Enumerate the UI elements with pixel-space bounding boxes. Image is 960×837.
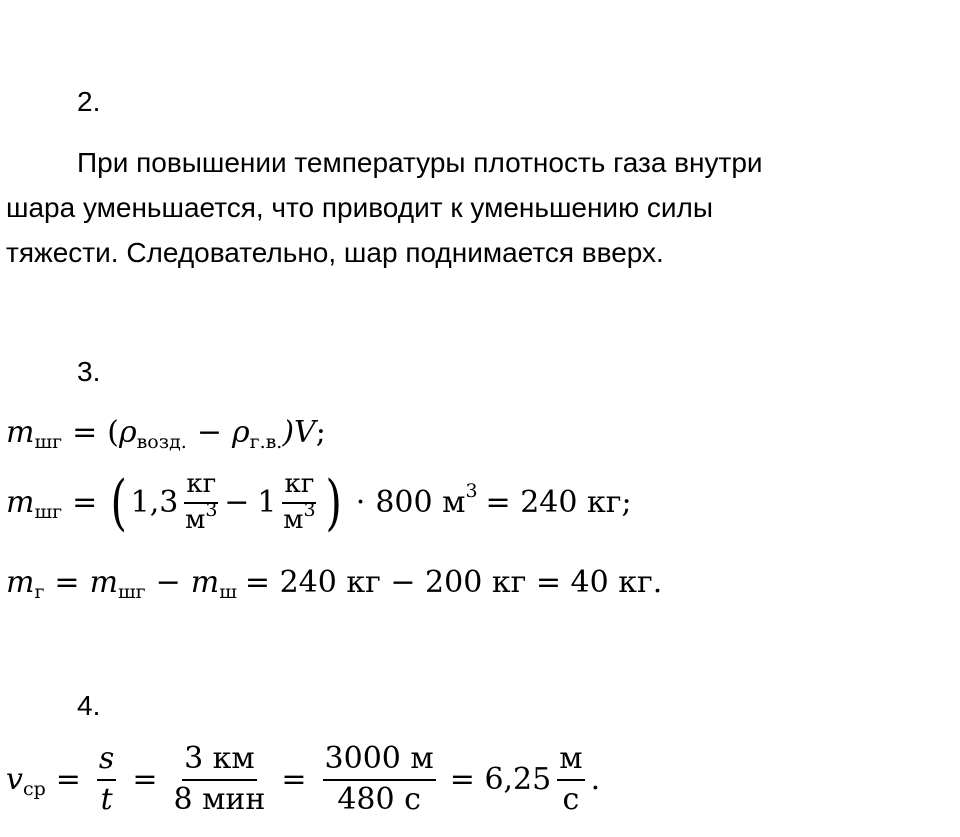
fraction-unit-m-per-s: $\frac{м}{с}$ [559, 741, 583, 817]
section-number-3: 3. [77, 356, 101, 387]
equation-average-speed: v ср = $\frac{s}{t}$ = $\frac{3 км}{\text{8 мин}}$ = $\frac{3000 м}{480 с}$ = 6,25 $\frac{м}{с}$ . [6, 741, 601, 817]
fraction-km-over-min: $\frac{3 км}{\text{8 мин}}$ [173, 741, 266, 817]
section-number-4: 4. [77, 690, 101, 721]
equation-mass-formula: m шг = ( ρ возд. − ρ г.в. )V ; [6, 415, 326, 453]
paragraph-line-3: тяжести. Следовательно, шар поднимается вверх. [6, 237, 664, 268]
equation-gas-mass: m г = m шг − m ш = 240 кг − 200 кг = 40 кг. [6, 565, 663, 603]
fraction-kg-per-m3-2: $\frac{кг}{м^3}$ [283, 469, 316, 535]
fraction-m-over-s: $\frac{3000 м}{480 с}$ [324, 741, 434, 817]
big-left-paren: ( [110, 467, 128, 538]
fraction-kg-per-m3: $\frac{кг}{м^3}$ [185, 469, 218, 535]
paragraph-line-2: шара уменьшается, что приводит к уменьшению силы [6, 192, 713, 223]
paragraph-line-1: При повышении температуры плотность газа внутри [77, 147, 763, 178]
equation-mass-calculation: m шг = ( 1,3 $\frac{кг}{м^3}$ − 1 $\frac{кг}{м^3}$ ) · 800 м 3 = 240 кг; [6, 467, 632, 538]
paragraph-balloon-density [6, 140, 951, 275]
big-right-paren: ) [325, 467, 343, 538]
fraction-s-over-t: $\frac{s}{t}$ [98, 741, 115, 817]
section-number-2: 2. [77, 86, 101, 117]
